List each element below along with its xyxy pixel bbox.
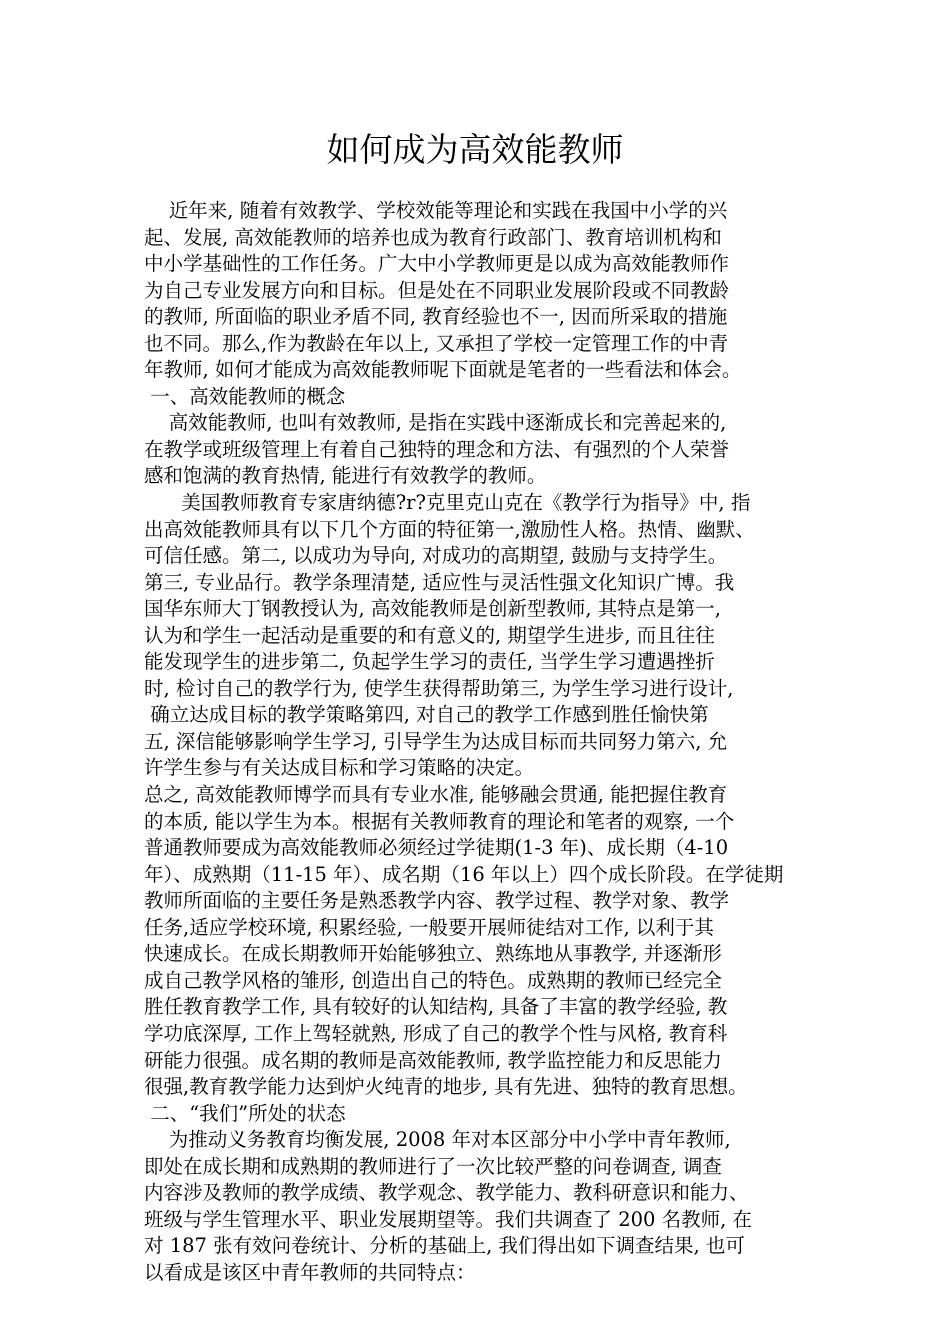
text-line: 感和饱满的教育热情, 能进行有效教学的教师。: [144, 464, 547, 488]
text-line: 确立达成目标的教学策略第四, 对自己的教学工作感到胜任愉快第: [144, 703, 709, 727]
text-line: 年教师, 如何才能成为高效能教师呢下面就是笔者的一些看法和体会。: [144, 358, 742, 382]
text-line: 胜任教育教学工作, 具有较好的认知结构, 具备了丰富的教学经验, 教: [144, 995, 728, 1019]
text-line: 也不同。那么,作为教龄在年以上, 又承担了学校一定管理工作的中青: [144, 331, 729, 355]
document-title: 如何成为高效能教师: [326, 130, 624, 169]
text-line: 出高效能教师具有以下几个方面的特征第一,激励性人格。热情、幽默、: [144, 517, 755, 541]
text-line: 在教学或班级管理上有着自己独特的理念和方法、有强烈的个人荣誉: [144, 437, 730, 461]
text-line: 认为和学生一起活动是重要的和有意义的, 期望学生进步, 而且往往: [144, 623, 715, 647]
text-line: 五, 深信能够影响学生学习, 引导学生为达成目标而共同努力第六, 允: [144, 729, 728, 753]
text-line: 一、高效能教师的概念: [144, 384, 346, 408]
text-line: 总之, 高效能教师博学而具有专业水准, 能够融会贯通, 能把握住教育: [144, 783, 728, 807]
text-line: 美国教师教育专家唐纳德?r?克里克山克在《教学行为指导》中, 指: [144, 491, 751, 515]
text-line: 为推动义务教育均衡发展, 2008 年对本区部分中小学中青年教师,: [144, 1128, 731, 1152]
text-line: 中小学基础性的工作任务。广大中小学教师更是以成为高效能教师作: [144, 252, 730, 276]
text-line: 国华东师大丁钢教授认为, 高效能教师是创新型教师, 其特点是第一,: [144, 597, 721, 621]
text-line: 时, 检讨自己的教学行为, 使学生获得帮助第三, 为学生学习进行设计,: [144, 676, 734, 700]
text-line: 二、“我们”所处的状态: [144, 1101, 346, 1125]
text-line: 研能力很强。成名期的教师是高效能教师, 教学监控能力和反思能力: [144, 1048, 722, 1072]
text-line: 第三, 专业品行。教学条理清楚, 适应性与灵活性强文化知识广博。我: [144, 570, 735, 594]
text-line: 任务,适应学校环境, 积累经验, 一般要开展师徒结对工作, 以利于其: [144, 915, 714, 939]
text-line: 的本质, 能以学生为本。根据有关教师教育的理论和笔者的观察, 一个: [144, 809, 735, 833]
text-line: 班级与学生管理水平、职业发展期望等。我们共调查了 200 名教师, 在: [144, 1207, 753, 1231]
text-line: 为自己专业发展方向和目标。但是处在不同职业发展阶段或不同教龄: [144, 278, 730, 302]
text-line: 可信任感。第二, 以成功为导向, 对成功的高期望, 鼓励与支持学生。: [144, 544, 728, 568]
text-line: 能发现学生的进步第二, 负起学生学习的责任, 当学生学习遭遇挫折: [144, 650, 715, 674]
text-line: 即处在成长期和成熟期的教师进行了一次比较严整的问卷调查, 调查: [144, 1154, 722, 1178]
document-body: [144, 198, 824, 1286]
text-line: 学功底深厚, 工作上驾轻就熟, 形成了自己的教学个性与风格, 教育科: [144, 1021, 728, 1045]
text-line: 成自己教学风格的雏形, 创造出自己的特色。成熟期的教师已经完全: [144, 968, 722, 992]
text-line: 近年来, 随着有效教学、学校效能等理论和实践在我国中小学的兴: [144, 199, 728, 222]
text-line: 对 187 张有效问卷统计、分析的基础上, 我们得出如下调查结果, 也可: [144, 1234, 745, 1258]
text-line: 年）、成熟期（11-15 年）、成名期（16 年以上）四个成长阶段。在学徒期: [144, 862, 784, 886]
text-line: 教师所面临的主要任务是熟悉教学内容、教学过程、教学对象、教学: [144, 889, 730, 913]
text-line: 的教师, 所面临的职业矛盾不同, 教育经验也不一, 因而所采取的措施: [144, 305, 728, 329]
text-line: 高效能教师, 也叫有效教师, 是指在实践中逐渐成长和完善起来的,: [144, 411, 727, 435]
text-line: 内容涉及教师的教学成绩、教学观念、教学能力、教科研意识和能力、: [144, 1181, 749, 1205]
text-line: 快速成长。在成长期教师开始能够独立、熟练地从事教学, 并逐渐形: [144, 942, 722, 966]
text-line: 许学生参与有关达成目标和学习策略的决定。: [144, 756, 535, 780]
text-line: 普通教师要成为高效能教师必须经过学徒期(1-3 年)、成长期（4-10: [144, 836, 729, 860]
text-line: 以看成是该区中青年教师的共同特点：: [144, 1260, 476, 1284]
text-line: 起、发展, 高效能教师的培养也成为教育行政部门、教育培训机构和: [144, 225, 722, 249]
text-line: 很强,教育教学能力达到炉火纯青的地步, 具有先进、独特的教育思想。: [144, 1075, 748, 1099]
